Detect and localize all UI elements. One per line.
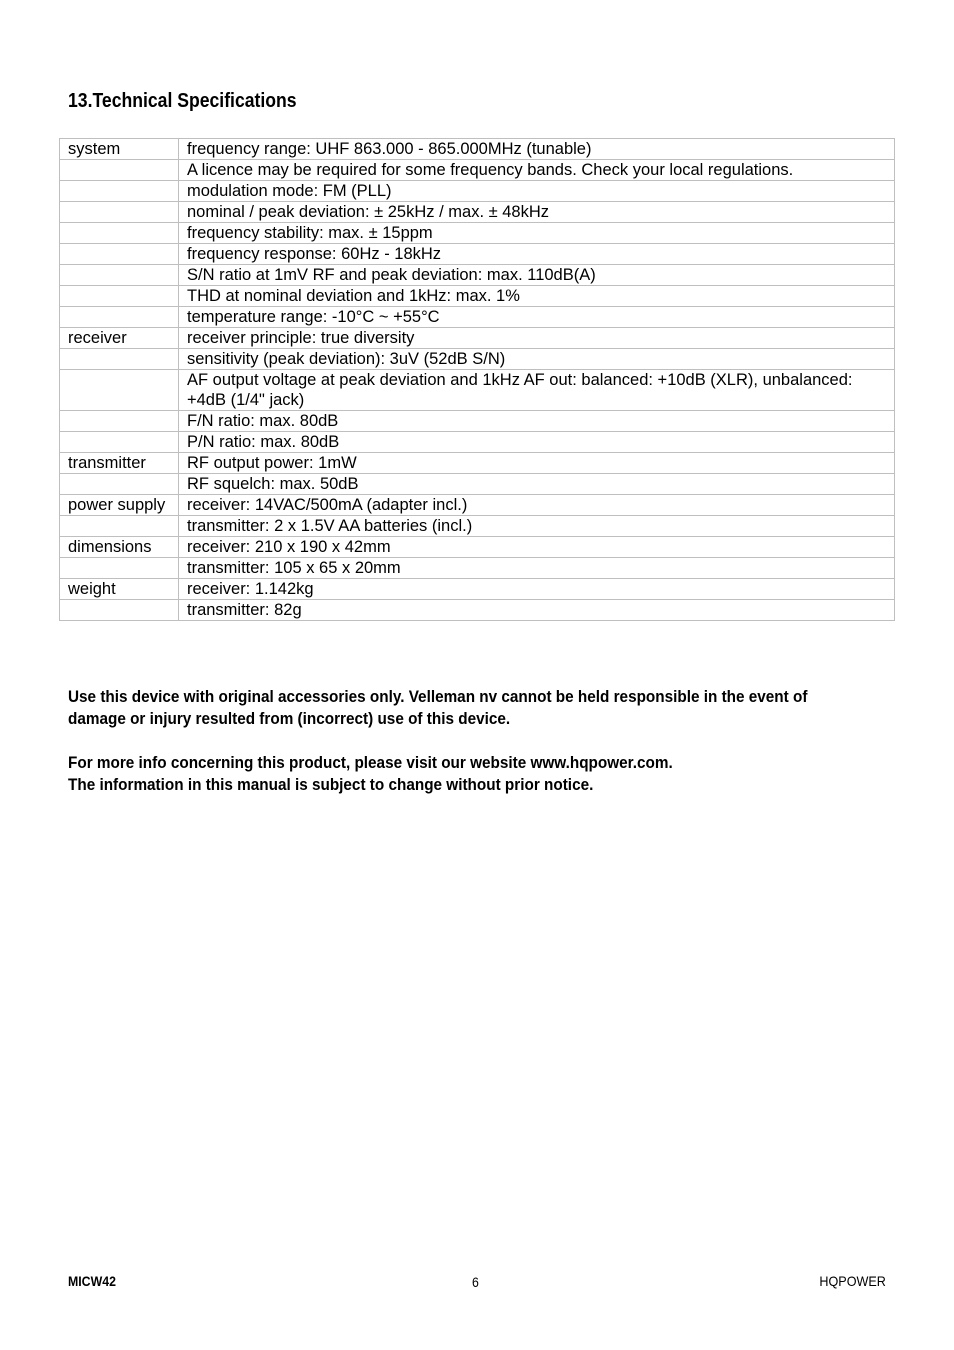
spec-category: dimensions: [60, 537, 179, 558]
spec-row: [60, 307, 895, 328]
spec-category: [60, 160, 179, 181]
spec-category: [60, 265, 179, 286]
spec-value: modulation mode: FM (PLL): [179, 181, 895, 202]
spec-row: [60, 558, 895, 579]
spec-row: [60, 432, 895, 453]
spec-category: power supply: [60, 495, 179, 516]
spec-category: [60, 411, 179, 432]
spec-row: [60, 453, 895, 474]
spec-value: RF squelch: max. 50dB: [179, 474, 895, 495]
spec-category: receiver: [60, 328, 179, 349]
spec-value: transmitter: 82g: [179, 600, 895, 621]
spec-row: [60, 223, 895, 244]
notes-block: [68, 686, 824, 818]
spec-category: [60, 181, 179, 202]
spec-value: receiver: 1.142kg: [179, 579, 895, 600]
spec-row: [60, 160, 895, 181]
spec-category: [60, 223, 179, 244]
spec-row: [60, 495, 895, 516]
spec-category: [60, 370, 179, 411]
spec-category: weight: [60, 579, 179, 600]
spec-category: [60, 516, 179, 537]
footer-model: MICW42: [68, 1273, 116, 1289]
spec-category: transmitter: [60, 453, 179, 474]
spec-value: transmitter: 105 x 65 x 20mm: [179, 558, 895, 579]
spec-row: [60, 516, 895, 537]
spec-value: receiver: 14VAC/500mA (adapter incl.): [179, 495, 895, 516]
spec-row: [60, 286, 895, 307]
info-line-1: For more info concerning this product, please visit our website www.hqpower.com.: [68, 753, 673, 772]
info-line-2: The information in this manual is subject to change without prior notice.: [68, 775, 594, 794]
spec-row: [60, 202, 895, 223]
spec-category: [60, 286, 179, 307]
spec-category: [60, 349, 179, 370]
spec-value: temperature range: -10°C ~ +55°C: [179, 307, 895, 328]
spec-row: [60, 370, 895, 411]
spec-value: transmitter: 2 x 1.5V AA batteries (incl.): [179, 516, 895, 537]
spec-category: system: [60, 139, 179, 160]
footer-page-number: 6: [472, 1274, 479, 1290]
spec-value: S/N ratio at 1mV RF and peak deviation: max. 110dB(A): [179, 265, 895, 286]
spec-row: [60, 600, 895, 621]
spec-value: frequency range: UHF 863.000 - 865.000MHz (tunable): [179, 139, 895, 160]
spec-value: frequency stability: max. ± 15ppm: [179, 223, 895, 244]
spec-row: [60, 328, 895, 349]
spec-category: [60, 244, 179, 265]
disclaimer-text: Use this device with original accessories only. Velleman nv cannot be held responsible in the event of damage or injury resulted from (incorrect) use of this device.: [68, 687, 808, 728]
spec-value: THD at nominal deviation and 1kHz: max. 1%: [179, 286, 895, 307]
spec-row: [60, 265, 895, 286]
spec-value: P/N ratio: max. 80dB: [179, 432, 895, 453]
spec-table: [59, 138, 895, 621]
spec-value: receiver principle: true diversity: [179, 328, 895, 349]
spec-row: [60, 349, 895, 370]
spec-category: [60, 432, 179, 453]
spec-value: frequency response: 60Hz - 18kHz: [179, 244, 895, 265]
spec-category: [60, 558, 179, 579]
spec-row: [60, 244, 895, 265]
section-heading: 13.Technical Specifications: [68, 90, 297, 112]
spec-value: AF output voltage at peak deviation and 1kHz AF out: balanced: +10dB (XLR), unbalanced: +4dB (1/4" jack): [179, 370, 895, 411]
spec-category: [60, 202, 179, 223]
spec-category: [60, 474, 179, 495]
info-text: [68, 752, 824, 796]
spec-row: [60, 181, 895, 202]
spec-value: receiver: 210 x 190 x 42mm: [179, 537, 895, 558]
spec-value: A licence may be required for some frequency bands. Check your local regulations.: [179, 160, 895, 181]
footer-brand: HQPOWER: [819, 1273, 886, 1289]
spec-value: nominal / peak deviation: ± 25kHz / max. ± 48kHz: [179, 202, 895, 223]
spec-row: [60, 579, 895, 600]
spec-row: [60, 139, 895, 160]
spec-value: RF output power: 1mW: [179, 453, 895, 474]
spec-value: sensitivity (peak deviation): 3uV (52dB S/N): [179, 349, 895, 370]
spec-row: [60, 411, 895, 432]
spec-row: [60, 474, 895, 495]
spec-row: [60, 537, 895, 558]
spec-category: [60, 307, 179, 328]
spec-category: [60, 600, 179, 621]
spec-value: F/N ratio: max. 80dB: [179, 411, 895, 432]
